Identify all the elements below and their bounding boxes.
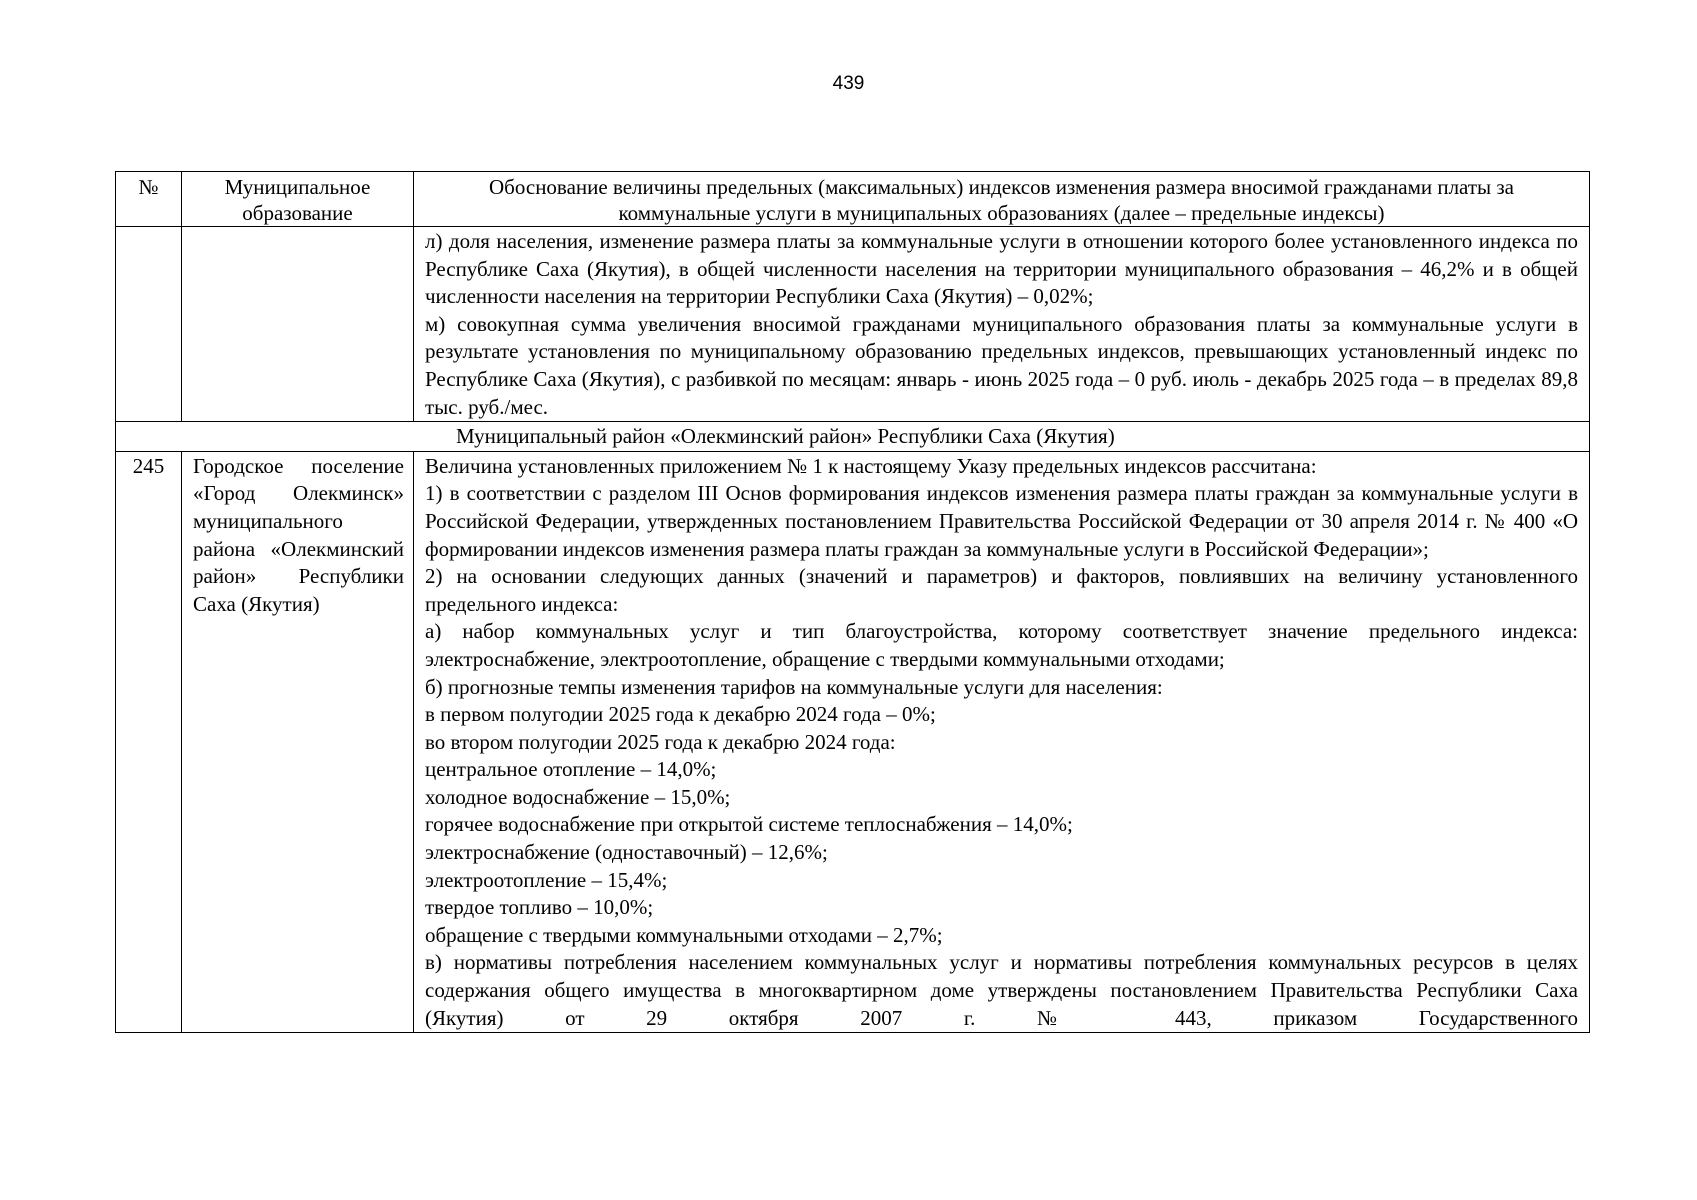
tariff-line: центральное отопление – 14,0%;	[425, 757, 717, 782]
tariff-line: обращение с твердыми коммунальными отходами – 2,7%;	[425, 922, 943, 947]
tariff-line: холодное водоснабжение – 15,0%;	[425, 784, 731, 809]
table-header-row	[116, 172, 1590, 227]
tariff-line: электроотопление – 15,4%;	[425, 867, 668, 892]
justification-table	[115, 171, 1590, 1033]
table-row-245	[116, 451, 1590, 1032]
paragraph-b: б) прогнозные темпы изменения тарифов на коммунальные услуги для населения:	[425, 674, 1163, 699]
row-number-cell: 245	[116, 451, 182, 1032]
paragraph-a: а) набор коммунальных услуг и тип благоустройства, которому соответствует значение предельного индекса: электроснабжение, электроотопление, обращение с твердыми коммунальными отходами;	[425, 619, 1578, 671]
tariff-line: электроснабжение (одноставочный) – 12,6%;	[425, 840, 828, 865]
paragraph-l: л) доля населения, изменение размера платы за коммунальные услуги в отношении которого более установленного индекса по Республике Саха (Якутия), в общей численности населения на территории муниципального образования – 46,2% и в общей численности населения на территории Республики Саха (Якутия) – 0,02%;	[425, 229, 1578, 309]
tariff-line: в первом полугодии 2025 года к декабрю 2024 года – 0%;	[425, 702, 936, 727]
paragraph-2: 2) на основании следующих данных (значений и параметров) и факторов, повлиявших на величину установленного предельного индекса:	[425, 564, 1578, 616]
tariff-line: горячее водоснабжение при открытой системе теплоснабжения – 14,0%;	[425, 812, 1073, 837]
page-number: 439	[832, 73, 865, 94]
table-row-continuation	[116, 227, 1590, 422]
header-municipality: Муниципальное образование	[182, 172, 414, 227]
tariff-line: во втором полугодии 2025 года к декабрю 2024 года:	[425, 729, 896, 754]
row-number-cell	[116, 227, 182, 422]
paragraph-intro: Величина установленных приложением № 1 к настоящему Указу предельных индексов рассчитана:	[425, 453, 1317, 478]
row-justification-cell	[414, 227, 1590, 422]
district-heading: Муниципальный район «Олекминский район» Республики Саха (Якутия)	[116, 422, 1590, 452]
header-number: №	[116, 172, 182, 227]
paragraph-1: 1) в соответствии с разделом III Основ формирования индексов изменения размера платы граждан за коммунальные услуги в Российской Федерации, утвержденных постановлением Правительства Российской Федерации от 30 апреля 2014 г. № 400 «О формировании индексов изменения размера платы граждан за коммунальные услуги в Российской Федерации»;	[425, 481, 1578, 561]
district-heading-row	[116, 422, 1590, 452]
row-municipality-cell	[182, 227, 414, 422]
row-municipality-cell: Городское поселение «Город Олекминск» муниципального района «Олекминский район» Республики Саха (Якутия)	[182, 451, 414, 1032]
header-justification: Обоснование величины предельных (максимальных) индексов изменения размера вносимой гражданами платы за коммунальные услуги в муниципальных образованиях (далее – предельные индексы)	[414, 172, 1590, 227]
paragraph-v: в) нормативы потребления населением коммунальных услуг и нормативы потребления коммунальных ресурсов в целях содержания общего имущества в многоквартирном доме утверждены постановлением Правительства Республики Саха (Якутия) от 29 октября 2007 г. № 443, приказом Государственного	[425, 950, 1578, 1030]
row-justification-cell	[414, 451, 1590, 1032]
tariff-line: твердое топливо – 10,0%;	[425, 895, 654, 920]
paragraph-m: м) совокупная сумма увеличения вносимой гражданами муниципального образования платы за коммунальные услуги в результате установления по муниципальному образованию предельных индексов, превышающих установленный индекс по Республике Саха (Якутия), с разбивкой по месяцам: январь - июнь 2025 года – 0 руб. июль - декабрь 2025 года – в пределах 89,8 тыс. руб./мес.	[425, 311, 1578, 419]
